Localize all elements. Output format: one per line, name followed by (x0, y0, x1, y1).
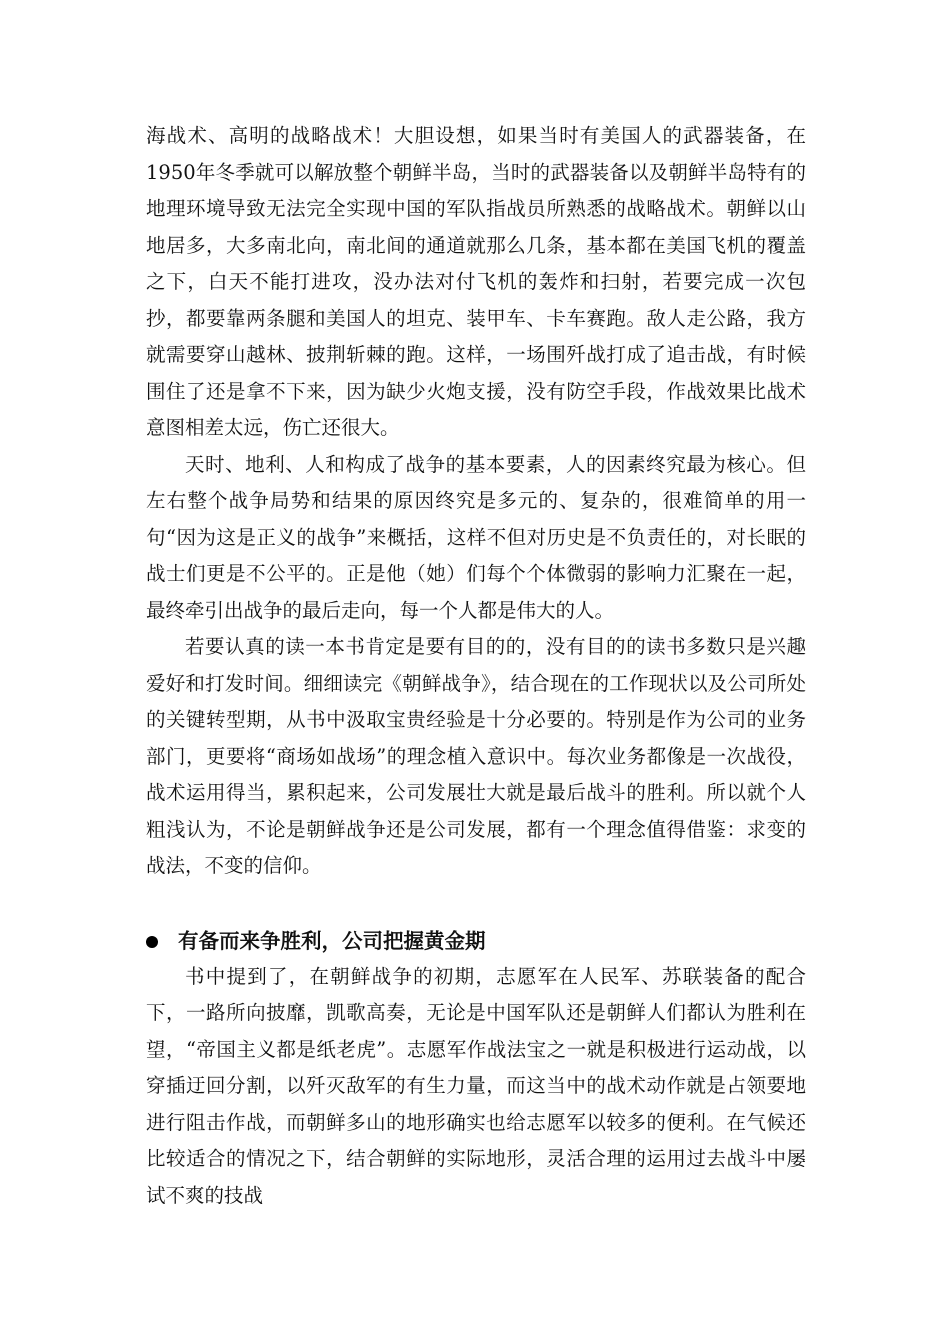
bullet-icon (146, 936, 158, 948)
document-page (146, 118, 806, 1214)
paragraph-3: 若要认真的读一本书肯定是要有目的的，没有目的的读书多数只是兴趣爱好和打发时间。细细读完《朝鲜战争》，结合现在的工作现状以及公司所处的关键转型期，从书中汲取宝贵经验是十分必要的。特别是作为公司的业务部门，更要将“商场如战场”的理念植入意识中。每次业务都像是一次战役，战术运用得当，累积起来，公司发展壮大就是最后战斗的胜利。所以就个人粗浅认为，不论是朝鲜战争还是公司发展，都有一个理念值得借鉴：求变的战法，不变的信仰。 (146, 635, 806, 877)
section-heading-text: 有备而来争胜利，公司把握黄金期 (178, 928, 486, 953)
paragraph-4: 书中提到了，在朝鲜战争的初期，志愿军在人民军、苏联装备的配合下，一路所向披靡，凯歌高奏，无论是中国军队还是朝鲜人们都认为胜利在望，“帝国主义都是纸老虎”。志愿军作战法宝之一就是积极进行运动战，以穿插迂回分割，以歼灭敌军的有生力量，而这当中的战术动作就是占领要地进行阻击作战，而朝鲜多山的地形确实也给志愿军以较多的便利。在气候还比较适合的情况之下，结合朝鲜的实际地形，灵活合理的运用过去战斗中屡试不爽的技战 (146, 964, 806, 1207)
paragraph-1: 海战术、高明的战略战术！大胆设想，如果当时有美国人的武器装备，在1950年冬季就可以解放整个朝鲜半岛，当时的武器装备以及朝鲜半岛特有的地理环境导致无法完全实现中国的军队指战员所熟悉的战略战术。朝鲜以山地居多，大多南北向，南北间的通道就那么几条，基本都在美国飞机的覆盖之下，白天不能打进攻，没办法对付飞机的轰炸和扫射，若要完成一次包抄，都要靠两条腿和美国人的坦克、装甲车、卡车赛跑。敌人走公路，我方就需要穿山越林、披荆斩棘的跑。这样，一场围歼战打成了追击战，有时候围住了还是拿不下来，因为缺少火炮支援，没有防空手段，作战效果比战术意图相差太远，伤亡还很大。 (146, 124, 806, 439)
paragraph-2: 天时、地利、人和构成了战争的基本要素，人的因素终究最为核心。但左右整个战争局势和结果的原因终究是多元的、复杂的，很难简单的用一句“因为这是正义的战争”来概括，这样不但对历史是不负责任的，对长眠的战士们更是不公平的。正是他（她）们每个个体微弱的影响力汇聚在一起，最终牵引出战争的最后走向，每一个人都是伟大的人。 (146, 452, 806, 622)
section-heading (146, 923, 806, 959)
